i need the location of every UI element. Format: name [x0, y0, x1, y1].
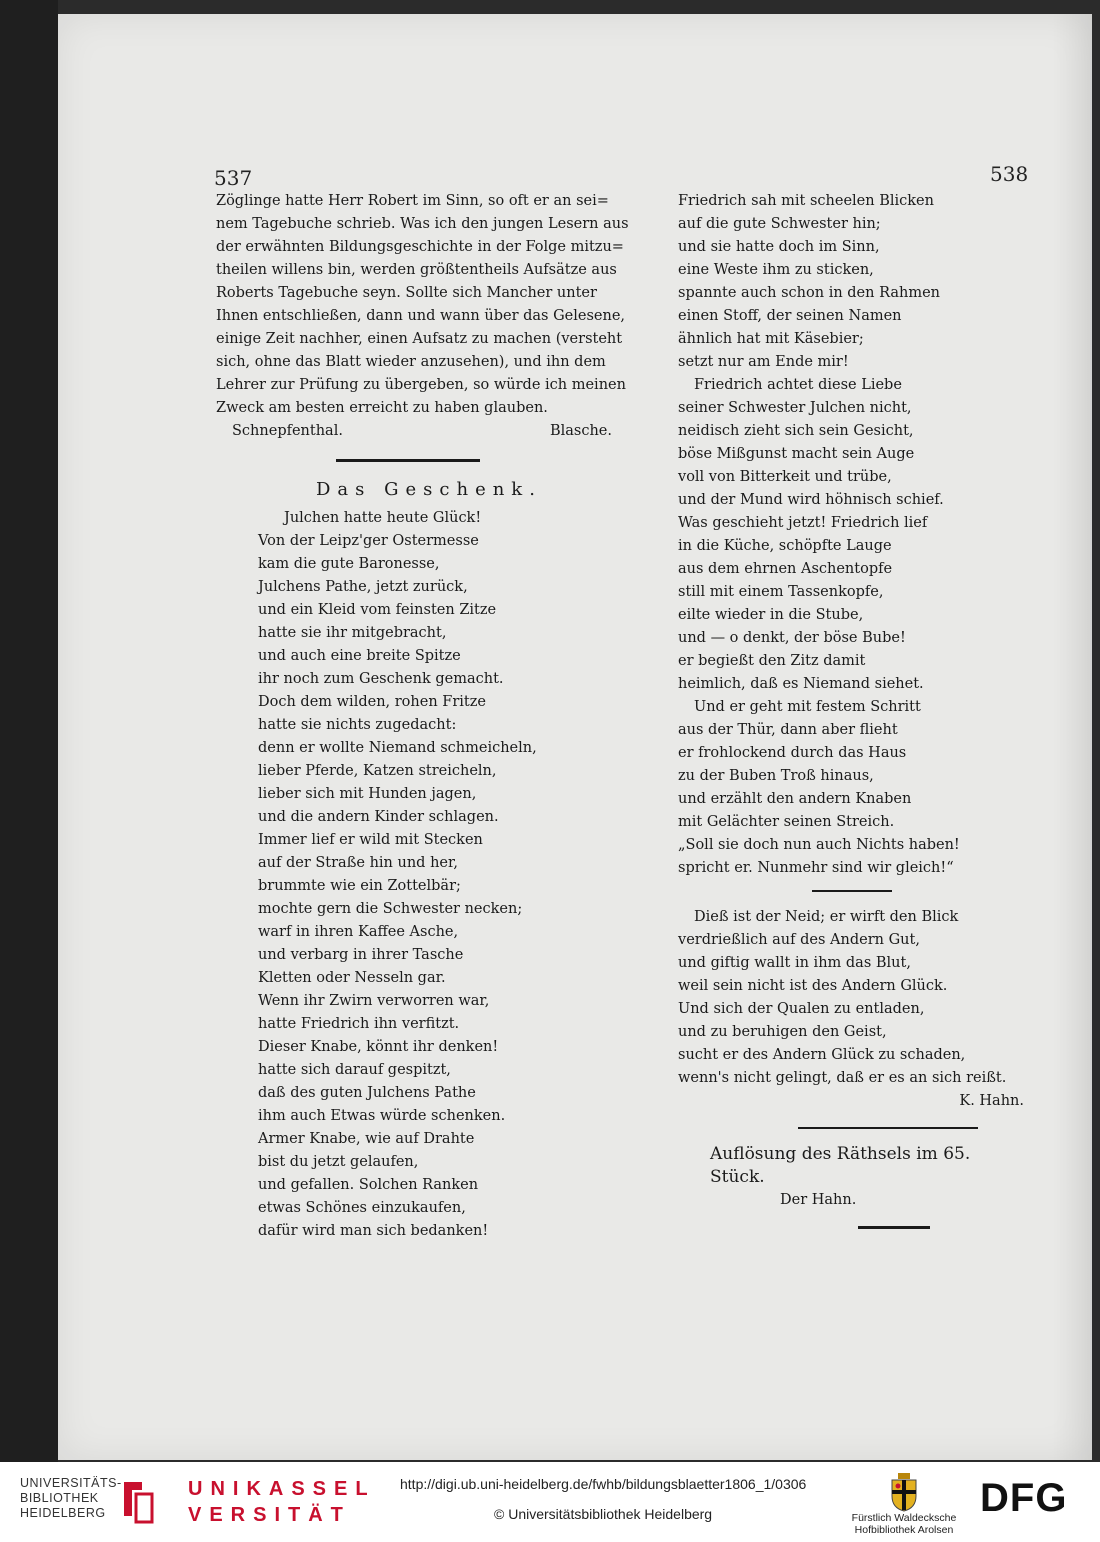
text-line: denn er wollte Niemand schmeicheln, — [258, 740, 537, 756]
text-line: Ihnen entschließen, dann und wann über das Gelesene, — [216, 308, 626, 324]
section-rule — [336, 459, 480, 462]
text-line: etwas Schönes einzukaufen, — [258, 1200, 466, 1216]
text-line: Was geschieht jetzt! Friedrich lief — [678, 515, 928, 531]
poem-stanza-a — [670, 190, 1030, 374]
scan-left-border — [0, 0, 58, 1462]
poem-stanza-b — [670, 374, 1030, 696]
heidelberg-line-1: UNIVERSITÄTS- — [20, 1476, 122, 1490]
section-rule-right — [798, 1127, 978, 1129]
text-line: Und er geht mit festem Schritt — [694, 699, 921, 715]
text-line: verdrießlich auf des Andern Gut, — [678, 932, 920, 948]
text-line: eilte wieder in die Stube, — [678, 607, 864, 623]
text-line: brummte wie ein Zottelbär; — [258, 878, 461, 894]
kassel-line-1: UNIKASSEL — [188, 1478, 376, 1500]
text-line: neidisch zieht sich sein Gesicht, — [678, 423, 914, 439]
text-line: Dieser Knabe, könnt ihr denken! — [258, 1039, 499, 1055]
text-line: der erwähnten Bildungsgeschichte in der Folge mitzu= — [216, 239, 624, 255]
text-line: hatte sie nichts zugedacht: — [258, 717, 457, 733]
waldeck-line-2: Hofbibliothek Arolsen — [854, 1524, 954, 1536]
stanza-rule — [812, 890, 892, 892]
text-line: Lehrer zur Prüfung zu übergeben, so würde ich meinen — [216, 377, 626, 393]
page-edge-shadow — [1052, 14, 1092, 1460]
text-line: hatte sich darauf gespitzt, — [258, 1062, 451, 1078]
text-line: Zöglinge hatte Herr Robert im Sinn, so oft er an sei= — [216, 193, 609, 209]
text-line: daß des guten Julchens Pathe — [258, 1085, 476, 1101]
text-line: auf der Straße hin und her, — [258, 855, 458, 871]
text-line: und der Mund wird höhnisch schief. — [678, 492, 944, 508]
text-line: wenn's nicht gelingt, daß er es an sich reißt. — [678, 1070, 1007, 1086]
author-name: Blasche. — [549, 423, 612, 439]
text-line: und auch eine breite Spitze — [258, 648, 461, 664]
poem-stanza-c — [670, 696, 1030, 880]
text-line: voll von Bitterkeit und trübe, — [678, 469, 892, 485]
heidelberg-library-name — [20, 1476, 122, 1521]
text-line: Und sich der Qualen zu entladen, — [678, 1001, 925, 1017]
text-line: und giftig wallt in ihm das Blut, — [678, 955, 911, 971]
copyright-text: © Universitätsbibliothek Heidelberg — [494, 1506, 713, 1522]
place-name: Schnepfenthal. — [232, 423, 343, 439]
text-line: und gefallen. Solchen Ranken — [258, 1177, 479, 1193]
text-line: warf in ihren Kaffee Asche, — [258, 924, 459, 940]
text-line: theilen willens bin, werden größtentheils Aufsätze aus — [216, 262, 617, 278]
waldeck-line-1: Fürstlich Waldecksche — [851, 1512, 957, 1524]
right-column — [670, 190, 1030, 1229]
text-line: aus der Thür, dann aber flieht — [678, 722, 898, 738]
page-number-left: 537 — [214, 166, 253, 190]
text-line: Von der Leipz'ger Ostermesse — [258, 533, 479, 549]
text-line: Julchen hatte heute Glück! — [284, 510, 482, 526]
text-line: spannte auch schon in den Rahmen — [678, 285, 940, 301]
text-line: böse Mißgunst macht sein Auge — [678, 446, 915, 462]
text-line: ihr noch zum Geschenk gemacht. — [258, 671, 504, 687]
waldeck-crest-icon — [884, 1472, 924, 1512]
text-line: er frohlockend durch das Haus — [678, 745, 907, 761]
poem-lines — [216, 507, 606, 1243]
moral-stanza — [670, 906, 1030, 1090]
text-line: mit Gelächter seinen Streich. — [678, 814, 895, 830]
page-number-right: 538 — [990, 162, 1029, 186]
signature-row — [216, 420, 612, 443]
heidelberg-logo-icon — [120, 1478, 156, 1524]
heidelberg-line-3: HEIDELBERG — [20, 1506, 106, 1520]
text-line: kam die gute Baronesse, — [258, 556, 440, 572]
text-line: eine Weste ihm zu sticken, — [678, 262, 874, 278]
riddle-answer: Der Hahn. — [780, 1192, 857, 1208]
text-line: er begießt den Zitz damit — [678, 653, 866, 669]
text-line: seiner Schwester Julchen nicht, — [678, 400, 912, 416]
text-line: einige Zeit nachher, einen Aufsatz zu machen (versteht — [216, 331, 623, 347]
text-line: auf die gute Schwester hin; — [678, 216, 881, 232]
text-line: spricht er. Nunmehr sind wir gleich!“ — [678, 860, 954, 876]
text-line: und die andern Kinder schlagen. — [258, 809, 499, 825]
text-line: bist du jetzt gelaufen, — [258, 1154, 419, 1170]
text-line: nem Tagebuche schrieb. Was ich den jungen Lesern aus — [216, 216, 629, 232]
kassel-line-2: VERSITÄT — [188, 1504, 351, 1526]
text-line: hatte sie ihr mitgebracht, — [258, 625, 447, 641]
text-line: Wenn ihr Zwirn verworren war, — [258, 993, 490, 1009]
text-line: dafür wird man sich bedanken! — [258, 1223, 489, 1239]
poem-signature: K. Hahn. — [959, 1093, 1024, 1109]
kassel-logo — [188, 1476, 376, 1528]
text-line: und zu beruhigen den Geist, — [678, 1024, 887, 1040]
text-line: und — o denkt, der böse Bube! — [678, 630, 906, 646]
text-line: zu der Buben Troß hinaus, — [678, 768, 874, 784]
end-rule — [858, 1226, 930, 1229]
text-line: in die Küche, schöpfte Lauge — [678, 538, 892, 554]
waldeck-library-name — [838, 1512, 970, 1536]
heidelberg-line-2: BIBLIOTHEK — [20, 1491, 99, 1505]
text-line: Immer lief er wild mit Stecken — [258, 832, 483, 848]
text-line: und ein Kleid vom feinsten Zitze — [258, 602, 497, 618]
text-line: und erzählt den andern Knaben — [678, 791, 912, 807]
text-line: Friedrich sah mit scheelen Blicken — [678, 193, 934, 209]
text-line: weil sein nicht ist des Andern Glück. — [678, 978, 948, 994]
text-line: sucht er des Andern Glück zu schaden, — [678, 1047, 966, 1063]
footer-bar — [0, 1462, 1100, 1542]
text-line: setzt nur am Ende mir! — [678, 354, 849, 370]
text-line: ähnlich hat mit Käsebier; — [678, 331, 864, 347]
text-line: Dieß ist der Neid; er wirft den Blick — [694, 909, 959, 925]
riddle-heading: Auflösung des Räthsels im 65. Stück. — [710, 1144, 971, 1187]
prose-block — [216, 190, 629, 420]
left-column — [216, 190, 629, 1243]
text-line: aus dem ehrnen Aschentopfe — [678, 561, 893, 577]
dfg-logo: DFG — [980, 1476, 1068, 1520]
text-line: und sie hatte doch im Sinn, — [678, 239, 880, 255]
text-line: „Soll sie doch nun auch Nichts haben! — [678, 837, 960, 853]
source-url[interactable]: http://digi.ub.uni-heidelberg.de/fwhb/bildungsblaetter1806_1/0306 — [400, 1476, 807, 1492]
text-line: ihm auch Etwas würde schenken. — [258, 1108, 506, 1124]
text-line: Friedrich achtet diese Liebe — [694, 377, 902, 393]
text-line: Zweck am besten erreicht zu haben glauben. — [216, 400, 548, 416]
text-line: einen Stoff, der seinen Namen — [678, 308, 902, 324]
text-line: lieber sich mit Hunden jagen, — [258, 786, 477, 802]
text-line: Kletten oder Nesseln gar. — [258, 970, 446, 986]
text-line: Doch dem wilden, rohen Fritze — [258, 694, 486, 710]
text-line: still mit einem Tassenkopfe, — [678, 584, 884, 600]
text-line: Julchens Pathe, jetzt zurück, — [258, 579, 468, 595]
text-line: mochte gern die Schwester necken; — [258, 901, 523, 917]
text-line: heimlich, daß es Niemand siehet. — [678, 676, 924, 692]
poem-title: Das Geschenk. — [316, 479, 542, 500]
text-line: und verbarg in ihrer Tasche — [258, 947, 464, 963]
text-line: sich, ohne das Blatt wieder anzusehen), und ihn dem — [216, 354, 606, 370]
text-line: Armer Knabe, wie auf Drahte — [258, 1131, 475, 1147]
text-line: hatte Friedrich ihn verfitzt. — [258, 1016, 460, 1032]
text-line: lieber Pferde, Katzen streicheln, — [258, 763, 497, 779]
text-line: Roberts Tagebuche seyn. Sollte sich Mancher unter — [216, 285, 597, 301]
